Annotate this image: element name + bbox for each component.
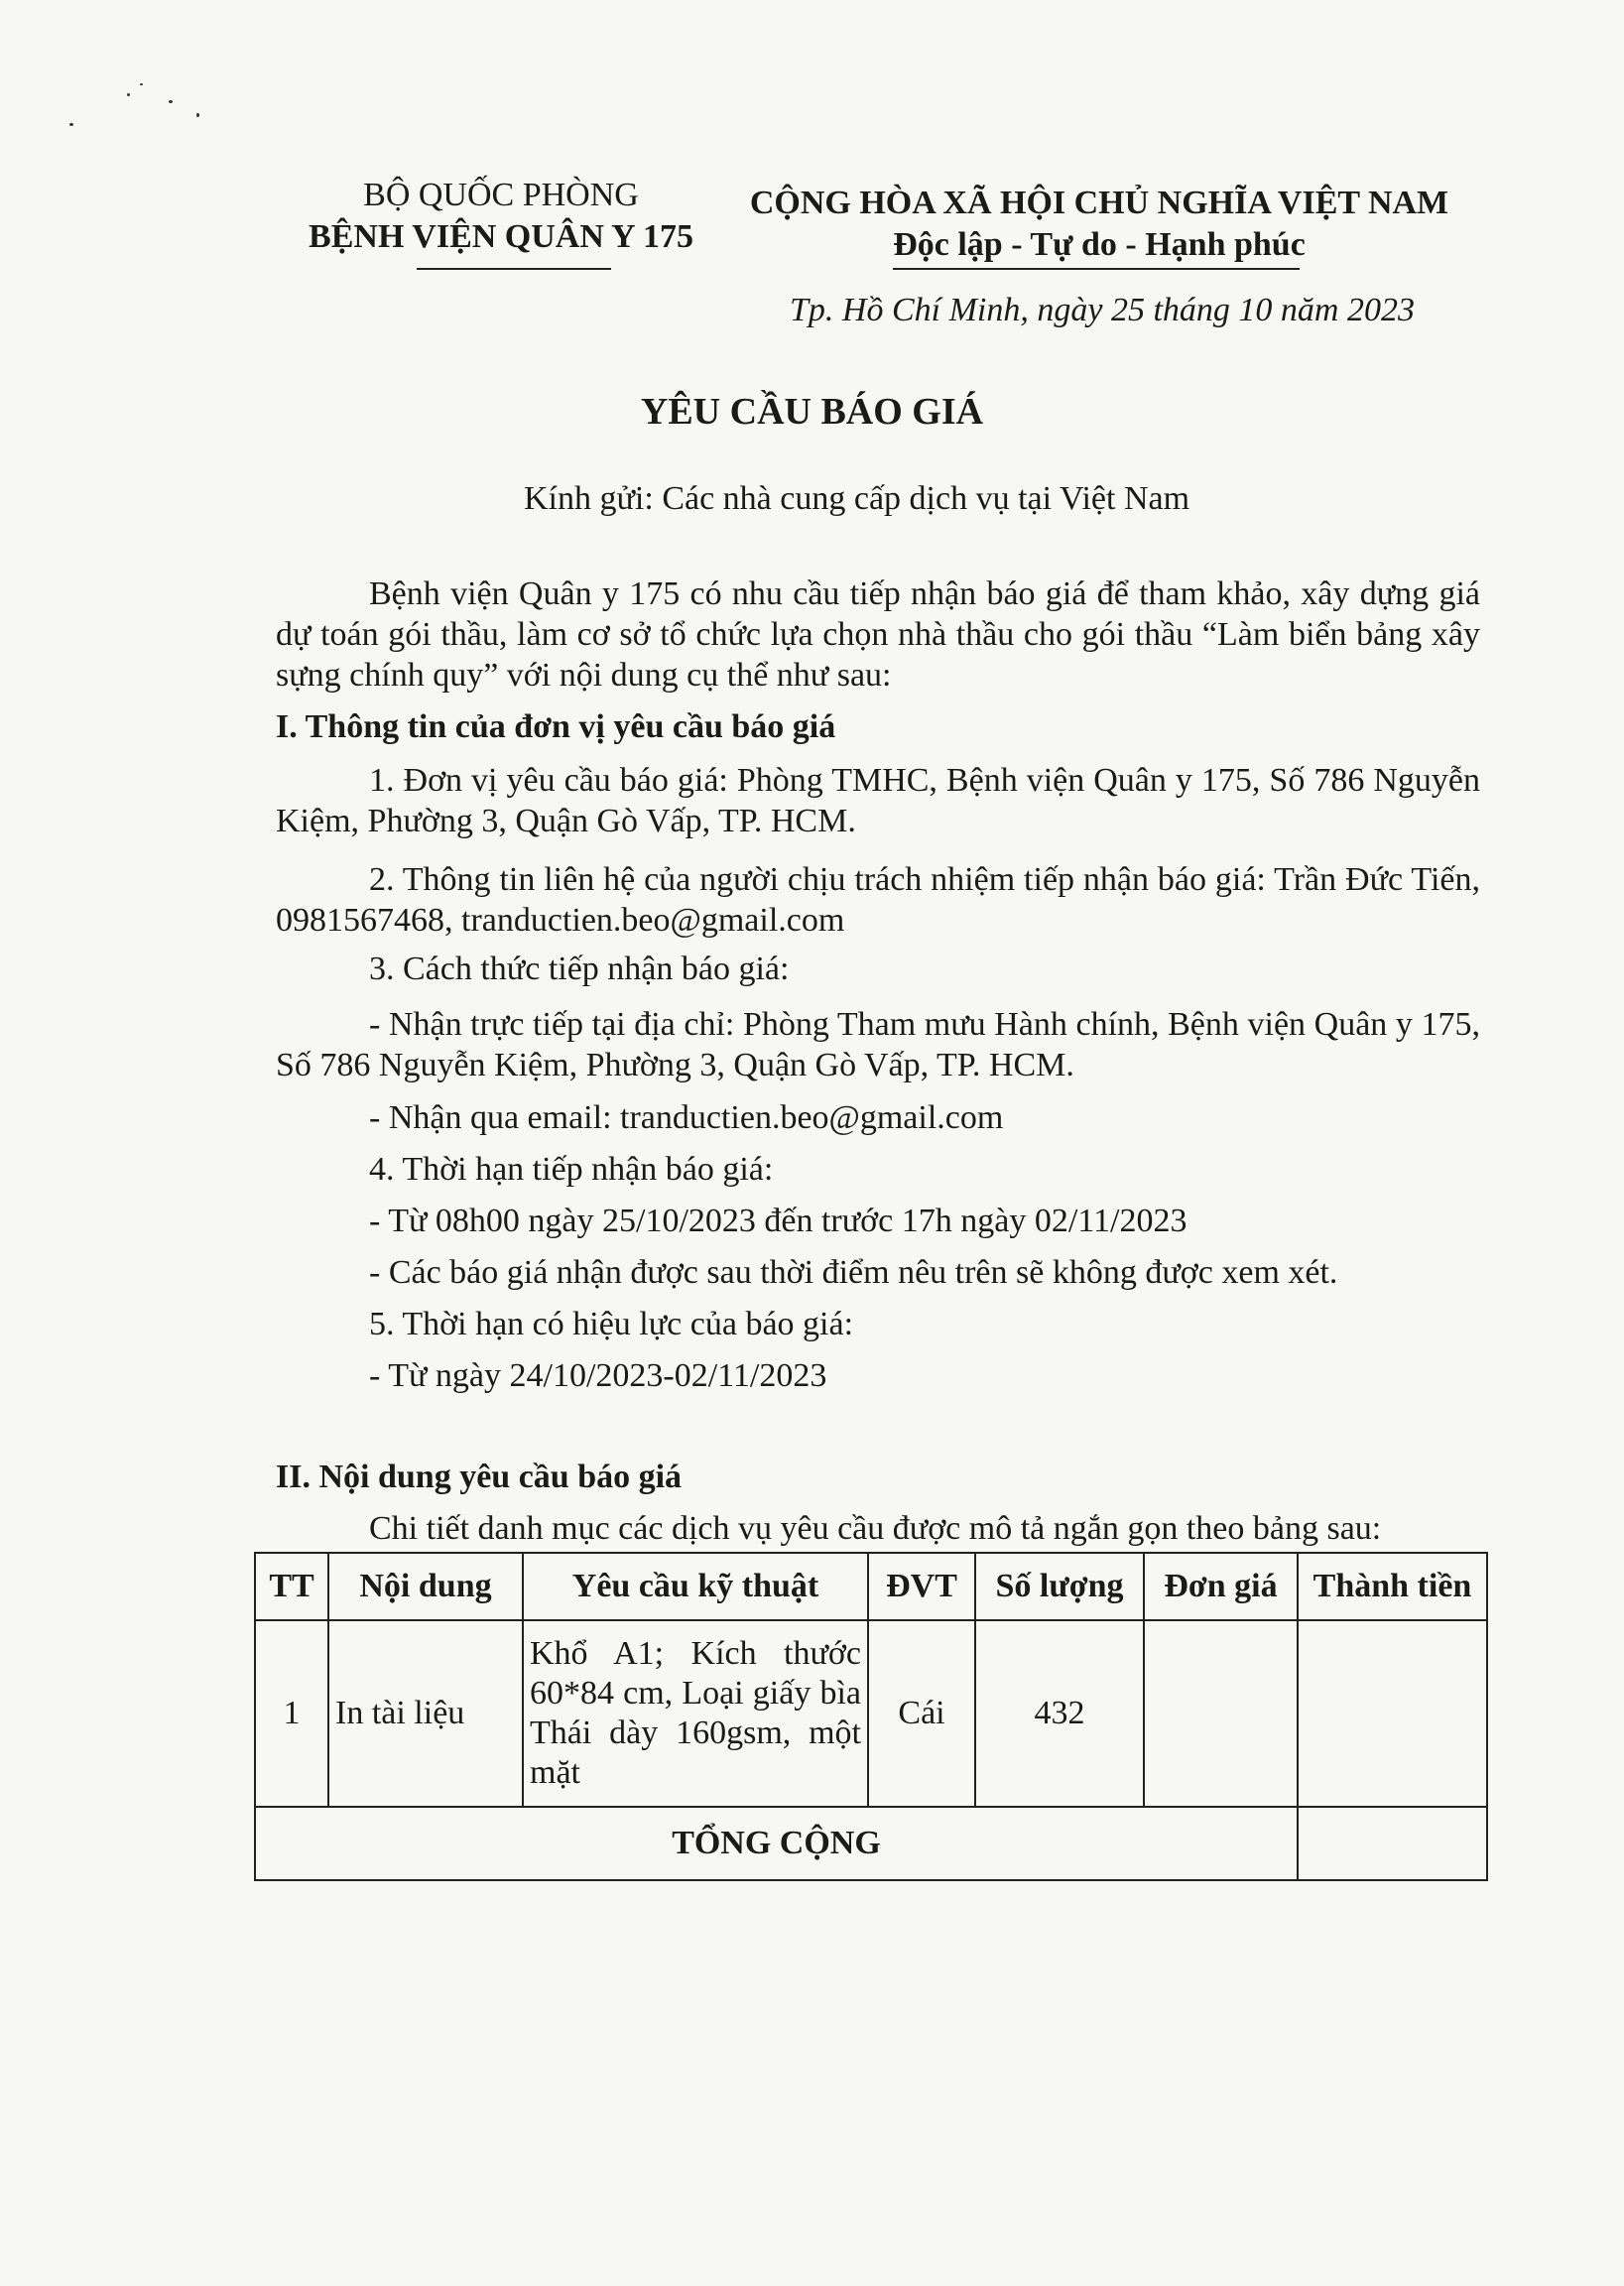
header-right xyxy=(742,183,1456,266)
section2-heading: II. Nội dung yêu cầu báo giá xyxy=(276,1459,683,1495)
total-amount xyxy=(1298,1807,1487,1880)
section1-item5a: - Từ ngày 24/10/2023-02/11/2023 xyxy=(369,1357,827,1394)
table-row xyxy=(255,1620,1487,1807)
section1-heading: I. Thông tin của đơn vị yêu cầu báo giá xyxy=(276,708,836,745)
section2-lead: Chi tiết danh mục các dịch vụ yêu cầu được mô tả ngắn gọn theo bảng sau: xyxy=(369,1510,1382,1547)
col-tt: TT xyxy=(255,1553,328,1620)
section1-item3: 3. Cách thức tiếp nhận báo giá: xyxy=(369,951,790,987)
scan-speck xyxy=(127,93,130,96)
document-title: YÊU CẦU BÁO GIÁ xyxy=(640,391,984,433)
quote-table xyxy=(254,1552,1488,1881)
national-motto: Độc lập - Tự do - Hạnh phúc xyxy=(893,226,1306,263)
section1-item5: 5. Thời hạn có hiệu lực của báo giá: xyxy=(369,1306,854,1342)
section1-item2: 2. Thông tin liên hệ của người chịu trách nhiệm tiếp nhận báo giá: Trần Đức Tiến, 0981567468, tranductien.beo@gmail.com xyxy=(276,861,1480,939)
cell-spec: Khổ A1; Kích thước 60*84 cm, Loại giấy bìa Thái dày 160gsm, một mặt xyxy=(523,1620,868,1807)
col-unit: ĐVT xyxy=(868,1553,975,1620)
header-left-underline xyxy=(417,268,611,270)
intro-paragraph: Bệnh viện Quân y 175 có nhu cầu tiếp nhận báo giá để tham khảo, xây dựng giá dự toán gói thầu, làm cơ sở tổ chức lựa chọn nhà thầu cho gói thầu “Làm biển bảng xây sựng chính quy” với nội dung cụ thể như sau: xyxy=(276,575,1480,694)
hospital-name: BỆNH VIỆN QUÂN Y 175 xyxy=(309,218,693,255)
header-right-underline xyxy=(893,268,1300,270)
table-total-row xyxy=(255,1807,1487,1880)
total-label: TỔNG CỘNG xyxy=(255,1807,1298,1880)
country-name: CỘNG HÒA XÃ HỘI CHỦ NGHĨA VIỆT NAM xyxy=(749,185,1449,221)
scan-speck xyxy=(140,83,143,85)
cell-unit: Cái xyxy=(868,1620,975,1807)
col-qty: Số lượng xyxy=(975,1553,1144,1620)
col-price: Đơn giá xyxy=(1144,1553,1298,1620)
cell-qty: 432 xyxy=(975,1620,1144,1807)
cell-amount xyxy=(1298,1620,1487,1807)
cell-content: In tài liệu xyxy=(328,1620,523,1807)
cell-price xyxy=(1144,1620,1298,1807)
section1-item3b: - Nhận qua email: tranductien.beo@gmail.com xyxy=(369,1099,1004,1136)
col-content: Nội dung xyxy=(328,1553,523,1620)
ministry-name: BỘ QUỐC PHÒNG xyxy=(363,177,639,213)
section1-item4a: - Từ 08h00 ngày 25/10/2023 đến trước 17h ngày 02/11/2023 xyxy=(369,1203,1187,1239)
section1-item4: 4. Thời hạn tiếp nhận báo giá: xyxy=(369,1151,774,1188)
recipient-line: Kính gửi: Các nhà cung cấp dịch vụ tại Việt Nam xyxy=(524,480,1190,517)
scan-speck xyxy=(69,123,73,126)
col-amount: Thành tiền xyxy=(1298,1553,1487,1620)
scan-speck xyxy=(169,100,173,103)
header-left xyxy=(288,175,714,258)
section1-item4b: - Các báo giá nhận được sau thời điểm nêu trên sẽ không được xem xét. xyxy=(369,1254,1338,1291)
section1-item3a: - Nhận trực tiếp tại địa chỉ: Phòng Tham mưu Hành chính, Bệnh viện Quân y 175, Số 786 Nguyễn Kiệm, Phường 3, Quận Gò Vấp, TP. HCM. xyxy=(276,1006,1480,1083)
table-header-row xyxy=(255,1553,1487,1620)
section1-item1: 1. Đơn vị yêu cầu báo giá: Phòng TMHC, Bệnh viện Quân y 175, Số 786 Nguyễn Kiệm, Phường 3, Quận Gò Vấp, TP. HCM. xyxy=(276,762,1480,839)
col-spec: Yêu cầu kỹ thuật xyxy=(523,1553,868,1620)
date-line: Tp. Hồ Chí Minh, ngày 25 tháng 10 năm 2023 xyxy=(790,292,1415,328)
scan-speck xyxy=(196,113,199,117)
cell-tt: 1 xyxy=(255,1620,328,1807)
